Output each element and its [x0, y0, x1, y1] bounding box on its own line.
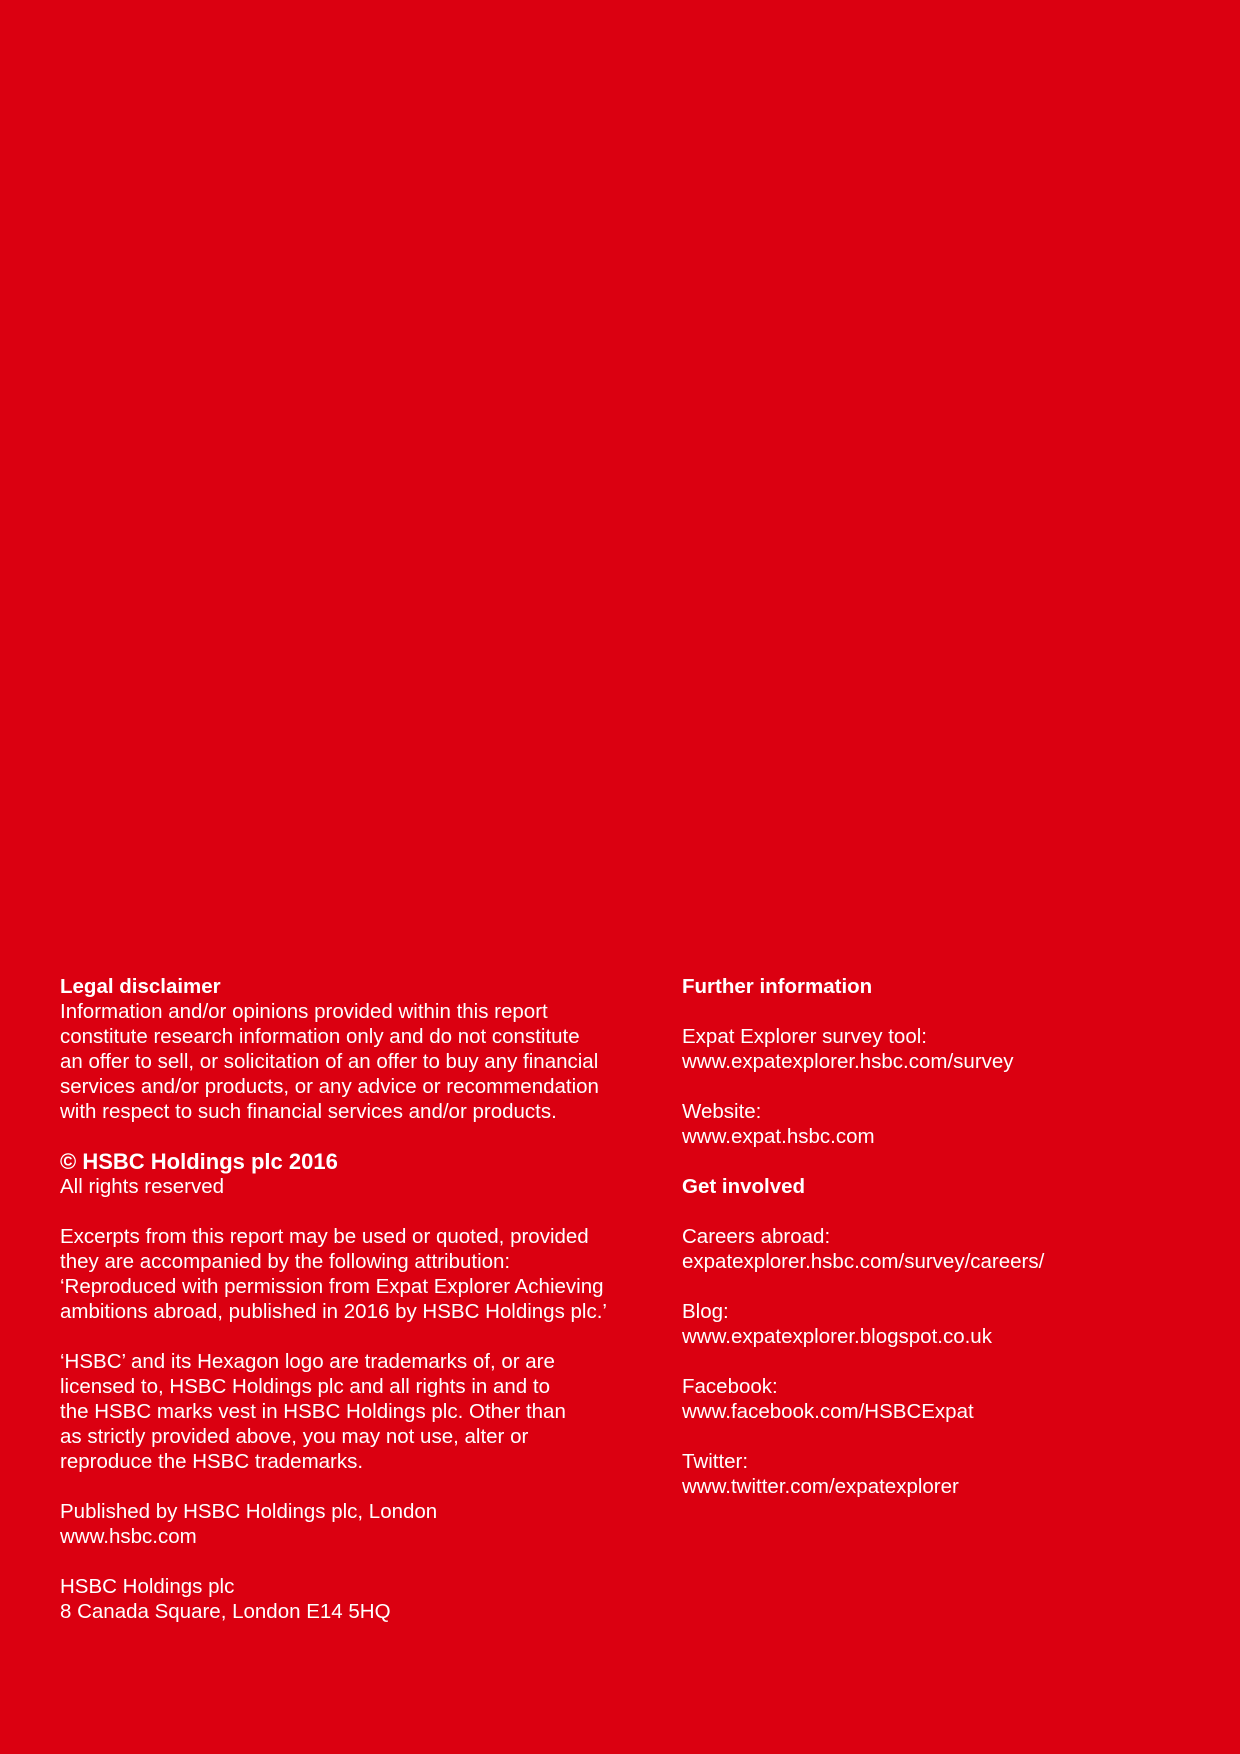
blog-label: Blog: [682, 1300, 729, 1323]
website-link[interactable]: www.expat.hsbc.com [682, 1125, 875, 1148]
address-company-name: HSBC Holdings plc [60, 1575, 235, 1598]
excerpts-line: Excerpts from this report may be used or quoted, provided [60, 1225, 589, 1248]
facebook-label: Facebook: [682, 1375, 778, 1398]
legal-disclaimer-text [60, 999, 630, 1124]
survey-tool-link[interactable]: www.expatexplorer.hsbc.com/survey [682, 1050, 1014, 1073]
survey-tool-label: Expat Explorer survey tool: [682, 1025, 927, 1048]
legal-line: services and/or products, or any advice or recommendation [60, 1075, 599, 1098]
legal-line: an offer to sell, or solicitation of an offer to buy any financial [60, 1050, 599, 1073]
trademarks-line: ‘HSBC’ and its Hexagon logo are trademarks of, or are [60, 1350, 555, 1373]
twitter-label: Twitter: [682, 1450, 749, 1473]
legal-disclaimer-heading: Legal disclaimer [60, 975, 221, 998]
trademarks-line: licensed to, HSBC Holdings plc and all rights in and to [60, 1375, 550, 1398]
publisher-text: Published by HSBC Holdings plc, London [60, 1500, 438, 1523]
rights-reserved-text: All rights reserved [60, 1175, 225, 1198]
excerpts-line: ‘Reproduced with permission from Expat Explorer Achieving [60, 1275, 604, 1298]
copyright-heading: © HSBC Holdings plc 2016 [60, 1149, 338, 1174]
facebook-link[interactable]: www.facebook.com/HSBCExpat [682, 1400, 974, 1423]
excerpts-text [60, 1224, 630, 1324]
trademarks-line: as strictly provided above, you may not use, alter or [60, 1425, 529, 1448]
further-information-heading: Further information [682, 975, 873, 998]
address-street: 8 Canada Square, London E14 5HQ [60, 1600, 391, 1623]
hsbc-website-link[interactable]: www.hsbc.com [60, 1525, 197, 1548]
twitter-link[interactable]: www.twitter.com/expatexplorer [682, 1475, 959, 1498]
legal-line: Information and/or opinions provided within this report [60, 1000, 548, 1023]
trademarks-line: the HSBC marks vest in HSBC Holdings plc. Other than [60, 1400, 566, 1423]
legal-line: with respect to such financial services and/or products. [60, 1100, 557, 1123]
trademarks-text [60, 1349, 630, 1474]
blog-link[interactable]: www.expatexplorer.blogspot.co.uk [682, 1325, 992, 1348]
excerpts-line: they are accompanied by the following attribution: [60, 1250, 511, 1273]
legal-line: constitute research information only and do not constitute [60, 1025, 580, 1048]
right-column [682, 974, 1202, 1499]
careers-link[interactable]: expatexplorer.hsbc.com/survey/careers/ [682, 1250, 1045, 1273]
website-label: Website: [682, 1100, 762, 1123]
left-column [60, 974, 630, 1624]
careers-label: Careers abroad: [682, 1225, 831, 1248]
get-involved-heading: Get involved [682, 1175, 806, 1198]
trademarks-line: reproduce the HSBC trademarks. [60, 1450, 364, 1473]
excerpts-line: ambitions abroad, published in 2016 by HSBC Holdings plc.’ [60, 1300, 607, 1323]
